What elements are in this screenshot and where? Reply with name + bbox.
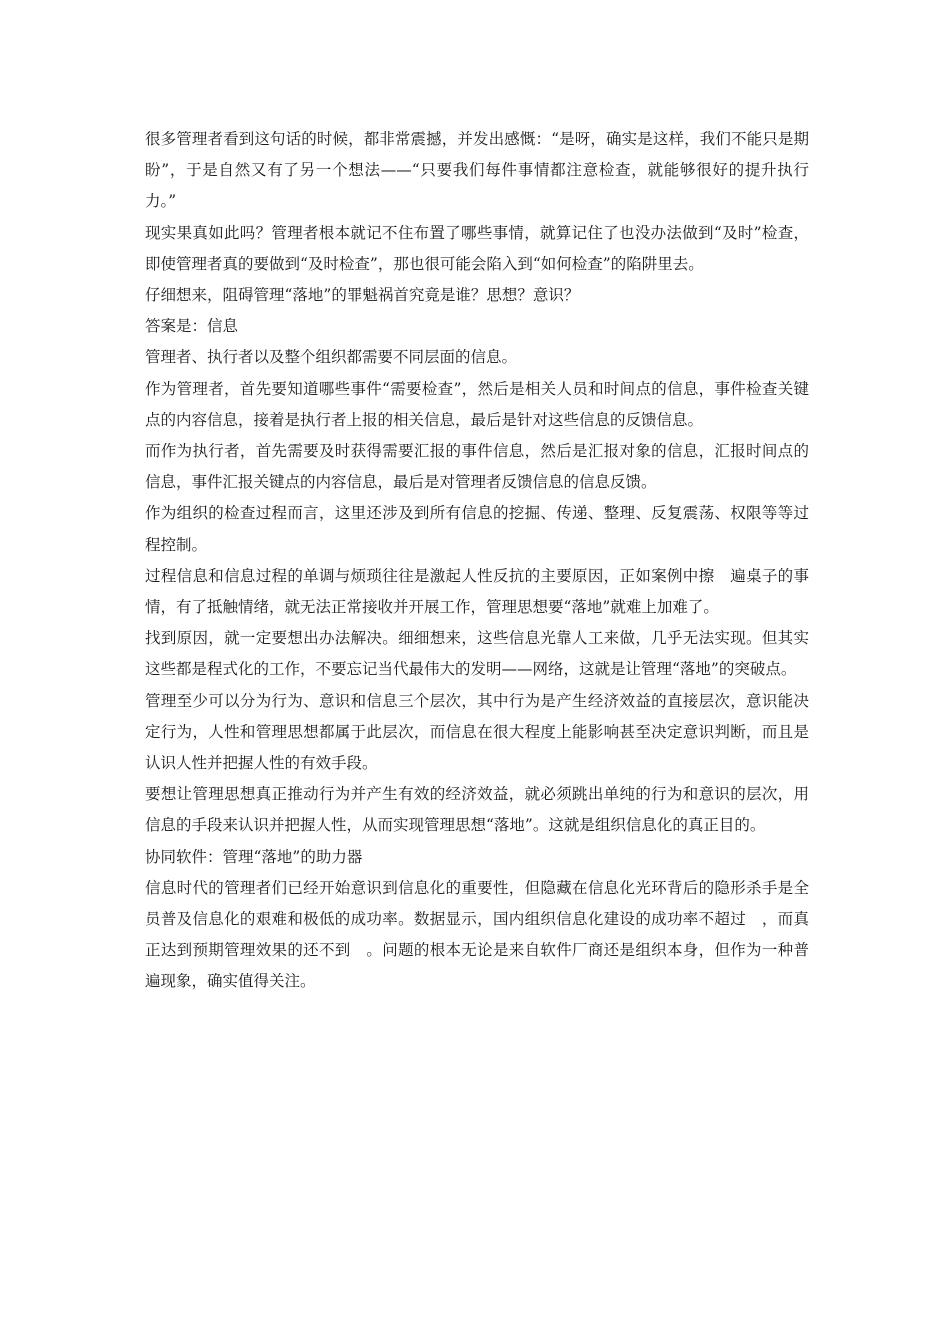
paragraph-management-layers: 管理至少可以分为行为、意识和信息三个层次，其中行为是产生经济效益的直接层次，意识能决定行为，人性和管理思想都属于此层次，而信息在很大程度上能影响甚至决定意识判断，而且是认识人性并把握人性的有效手段。 [145, 691, 809, 773]
paragraph-process-tedium: 过程信息和信息过程的单调与烦琐往往是激起人性反抗的主要原因，正如案例中擦 遍桌子的事情，有了抵触情绪，就无法正常接收并开展工作，管理思想要“落地”就难上加难了。 [145, 566, 809, 617]
paragraph-executor-info: 而作为执行者，首先需要及时获得需要汇报的事件信息，然后是汇报对象的信息，汇报时间点的信息，事件汇报关键点的内容信息，最后是对管理者反馈信息的信息反馈。 [145, 442, 809, 492]
paragraph-quote-reaction: 很多管理者看到这句话的时候，都非常震撼，并发出感慨：“是呀，确实是这样，我们不能只是期盼”，于是自然又有了另一个想法——“只要我们每件事情都注意检查，就能够很好的提升执行力。” [145, 130, 809, 211]
section-heading-collaboration-software: 协同软件：管理“落地”的助力器 [145, 847, 363, 866]
document-body [145, 124, 809, 998]
paragraph-success-rate: 信息时代的管理者们已经开始意识到信息化的重要性，但隐藏在信息化光环背后的隐形杀手是全员普及信息化的艰难和极低的成功率。数据显示，国内组织信息化建设的成功率不超过 ，而真正达到预期管理效果的还不到 。问题的根本无论是来自软件厂商还是组织本身，但作为一种普遍现象，确实值得关注。 [145, 878, 809, 991]
paragraph-info-levels: 管理者、执行者以及整个组织都需要不同层面的信息。 [145, 348, 518, 367]
paragraph-answer: 答案是：信息 [145, 317, 239, 336]
paragraph-organization-info: 作为组织的检查过程而言，这里还涉及到所有信息的挖掘、传递、整理、反复震荡、权限等等过程控制。 [145, 504, 809, 554]
paragraph-informatization-purpose: 要想让管理思想真正推动行为并产生有效的经济效益，就必须跳出单纯的行为和意识的层次，用信息的手段来认识并把握人性，从而实现管理思想“落地”。这就是组织信息化的真正目的。 [145, 785, 809, 835]
paragraph-question: 仔细想来，阻碍管理“落地”的罪魁祸首究竟是谁？思想？意识？ [145, 286, 580, 305]
paragraph-network-solution: 找到原因，就一定要想出办法解决。细细想来，这些信息光靠人工来做，几乎无法实现。但其实这些都是程式化的工作，不要忘记当代最伟大的发明——网络，这就是让管理“落地”的突破点。 [145, 629, 809, 679]
paragraph-manager-info: 作为管理者，首先要知道哪些事件“需要检查”，然后是相关人员和时间点的信息，事件检查关键点的内容信息，接着是执行者上报的相关信息，最后是针对这些信息的反馈信息。 [145, 379, 809, 429]
paragraph-reality-check: 现实果真如此吗？管理者根本就记不住布置了哪些事情，就算记住了也没办法做到“及时”检查，即使管理者真的要做到“及时检查”，那也很可能会陷入到“如何检查”的陷阱里去。 [145, 223, 809, 273]
